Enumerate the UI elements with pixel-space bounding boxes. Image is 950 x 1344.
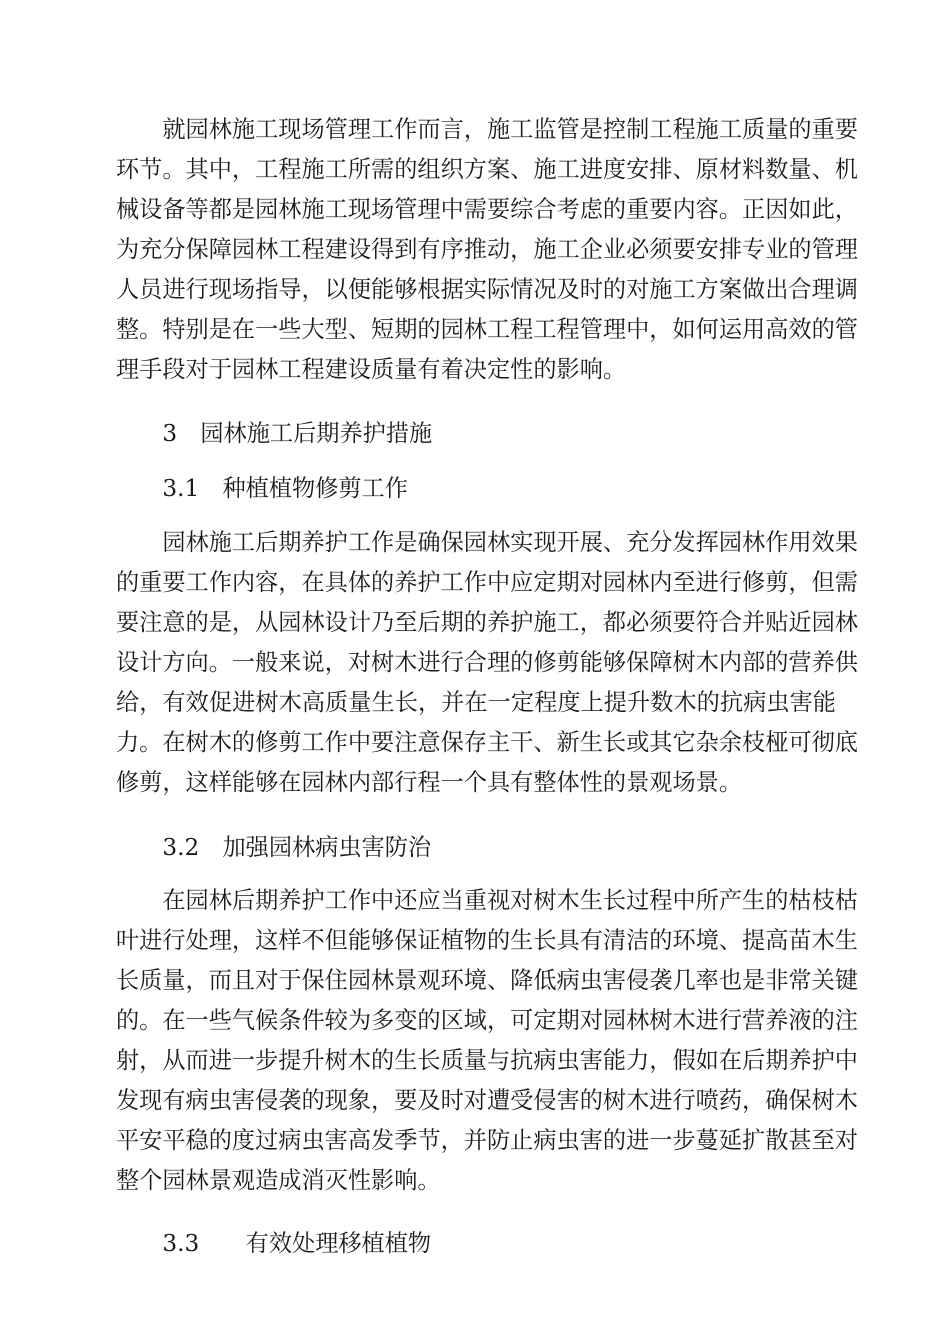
paragraph-2-line-7: 修剪，这样能够在园林内部行程一个具有整体性的景观场景。: [116, 769, 743, 796]
section-heading-3: 3 园林施工后期养护措施: [116, 420, 433, 447]
section-heading-3-2: 3.2 加强园林病虫害防治: [116, 834, 432, 861]
paragraph-2-line-6: 力。在树木的修剪工作中要注意保存主干、新生长或其它杂余枝桠可彻底: [116, 729, 858, 756]
paragraph-3-line-6: 发现有病虫害侵袭的现象，要及时对遭受侵害的树木进行喷药，确保树木: [116, 1087, 858, 1114]
paragraph-2-line-4: 设计方向。一般来说，对树木进行合理的修剪能够保障树木内部的营养供: [116, 649, 858, 676]
paragraph-3-line-4: 的。在一些气候条件较为多变的区域，可定期对园林树木进行营养液的注: [116, 1007, 858, 1034]
paragraph-1-line-3: 械设备等都是园林施工现场管理中需要综合考虑的重要内容。正因如此，: [116, 196, 858, 223]
paragraph-3-line-3: 长质量，而且对于保住园林景观环境、降低病虫害侵袭几率也是非常关键: [116, 967, 858, 994]
paragraph-2-line-3: 要注意的是，从园林设计乃至后期的养护施工，都必须要符合并贴近园林: [116, 609, 858, 636]
paragraph-2-line-1: 园林施工后期养护工作是确保园林实现开展、充分发挥园林作用效果: [116, 529, 858, 556]
paragraph-1-line-2: 环节。其中，工程施工所需的组织方案、施工进度安排、原材料数量、机: [116, 156, 858, 183]
paragraph-3-line-8: 整个园林景观造成消灭性影响。: [116, 1167, 441, 1194]
paragraph-1-line-4: 为充分保障园林工程建设得到有序推动，施工企业必须要安排专业的管理: [116, 236, 858, 263]
section-heading-3-3: 3.3 有效处理移植植物: [116, 1230, 432, 1257]
paragraph-1-line-5: 人员进行现场指导，以便能够根据实际情况及时的对施工方案做出合理调: [116, 276, 858, 303]
paragraph-3-line-5: 射，从而进一步提升树木的生长质量与抗病虫害能力，假如在后期养护中: [116, 1047, 858, 1074]
paragraph-1-line-6: 整。特别是在一些大型、短期的园林工程工程管理中，如何运用高效的管: [116, 316, 858, 343]
paragraph-1-line-1: 就园林施工现场管理工作而言，施工监管是控制工程施工质量的重要: [116, 116, 858, 143]
paragraph-3-line-2: 叶进行处理，这样不但能够保证植物的生长具有清洁的环境、提高苗木生: [116, 927, 858, 954]
paragraph-2-line-5: 给，有效促进树木高质量生长，并在一定程度上提升数木的抗病虫害能: [116, 689, 836, 716]
paragraph-3-line-1: 在园林后期养护工作中还应当重视对树木生长过程中所产生的枯枝枯: [116, 887, 858, 914]
section-heading-3-1: 3.1 种植植物修剪工作: [116, 475, 408, 502]
paragraph-3-line-7: 平安平稳的度过病虫害高发季节，并防止病虫害的进一步蔓延扩散甚至对: [116, 1127, 858, 1154]
paragraph-2-line-2: 的重要工作内容，在具体的养护工作中应定期对园林内至进行修剪，但需: [116, 569, 858, 596]
paragraph-1-line-7: 理手段对于园林工程建设质量有着决定性的影响。: [116, 356, 627, 383]
